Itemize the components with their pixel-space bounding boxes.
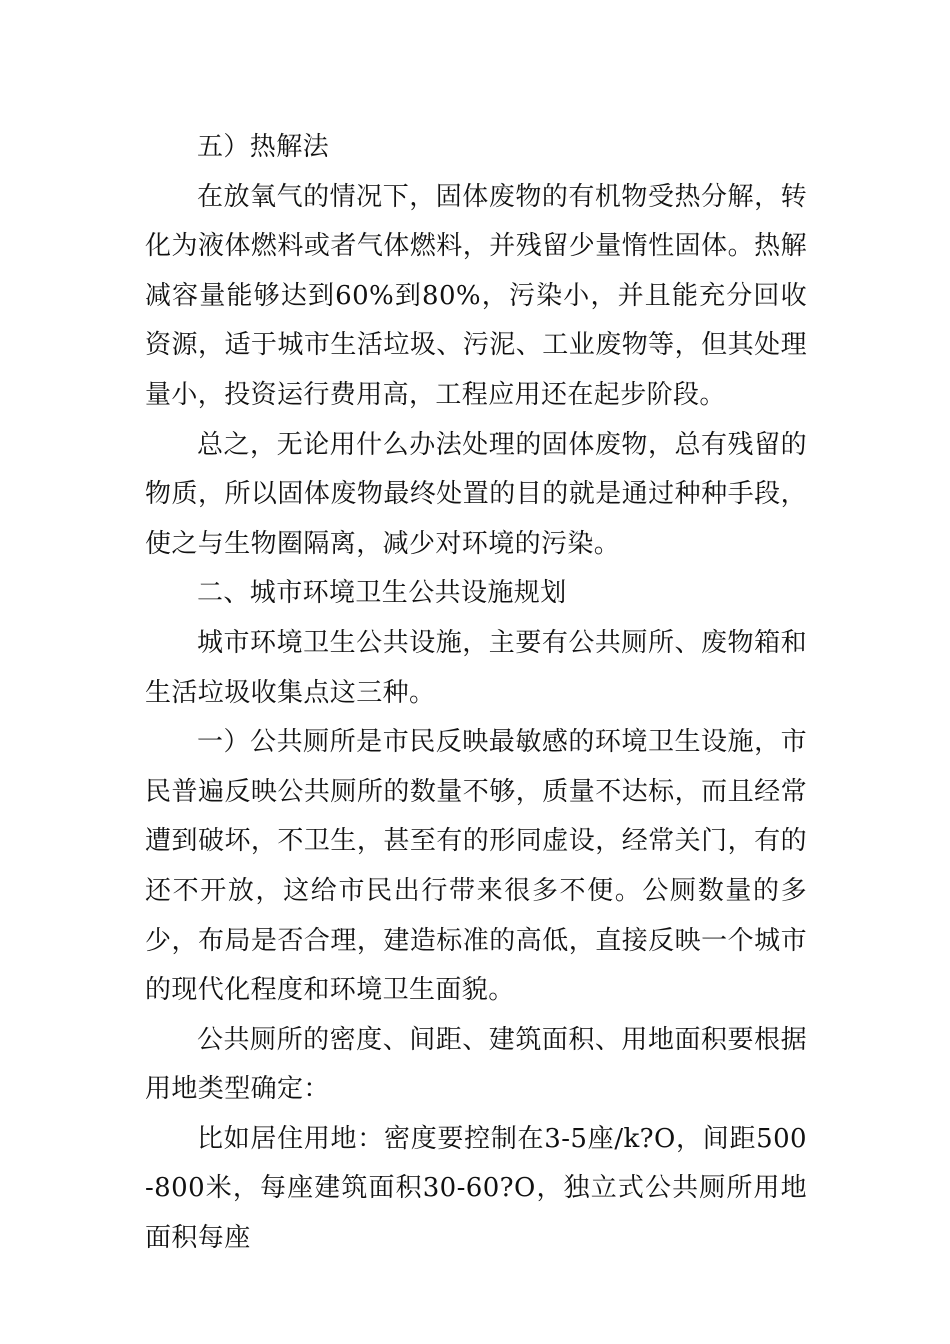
section-heading-pyrolysis: 五）热解法 <box>197 132 330 162</box>
body-text <box>145 123 807 1264</box>
paragraph-pyrolysis: 在放氧气的情况下，固体废物的有机物受热分解，转化为液体燃料或者气体燃料，并残留少量惰性固体。热解减容量能够达到60%到80%，污染小，并且能充分回收资源，适于城市生活垃圾、污泥、工业废物等，但其处理量小，投资运行费用高，工程应用还在起步阶段。 <box>145 181 807 410</box>
paragraph-facilities-intro: 城市环境卫生公共设施，主要有公共厕所、废物箱和生活垃圾收集点这三种。 <box>145 627 807 708</box>
paragraph-public-toilets: 一）公共厕所是市民反映最敏感的环境卫生设施，市民普遍反映公共厕所的数量不够，质量不达标，而且经常遭到破坏，不卫生，甚至有的形同虚设，经常关门，有的还不开放，这给市民出行带来很多不便。公厕数量的多少，布局是否合理，建造标准的高低，直接反映一个城市的现代化程度和环境卫生面貌。 <box>145 727 807 1006</box>
paragraph-residential-example: 比如居住用地：密度要控制在3-5座/k?O，间距500-800米，每座建筑面积30-60?O，独立式公共厕所用地面积每座 <box>145 1123 807 1254</box>
section-heading-facilities: 二、城市环境卫生公共设施规划 <box>197 578 567 609</box>
paragraph-toilet-density: 公共厕所的密度、间距、建筑面积、用地面积要根据用地类型确定： <box>145 1024 807 1105</box>
paragraph-summary: 总之，无论用什么办法处理的固体废物，总有残留的物质，所以固体废物最终处置的目的就是通过种种手段，使之与生物圈隔离，减少对环境的污染。 <box>145 429 807 559</box>
